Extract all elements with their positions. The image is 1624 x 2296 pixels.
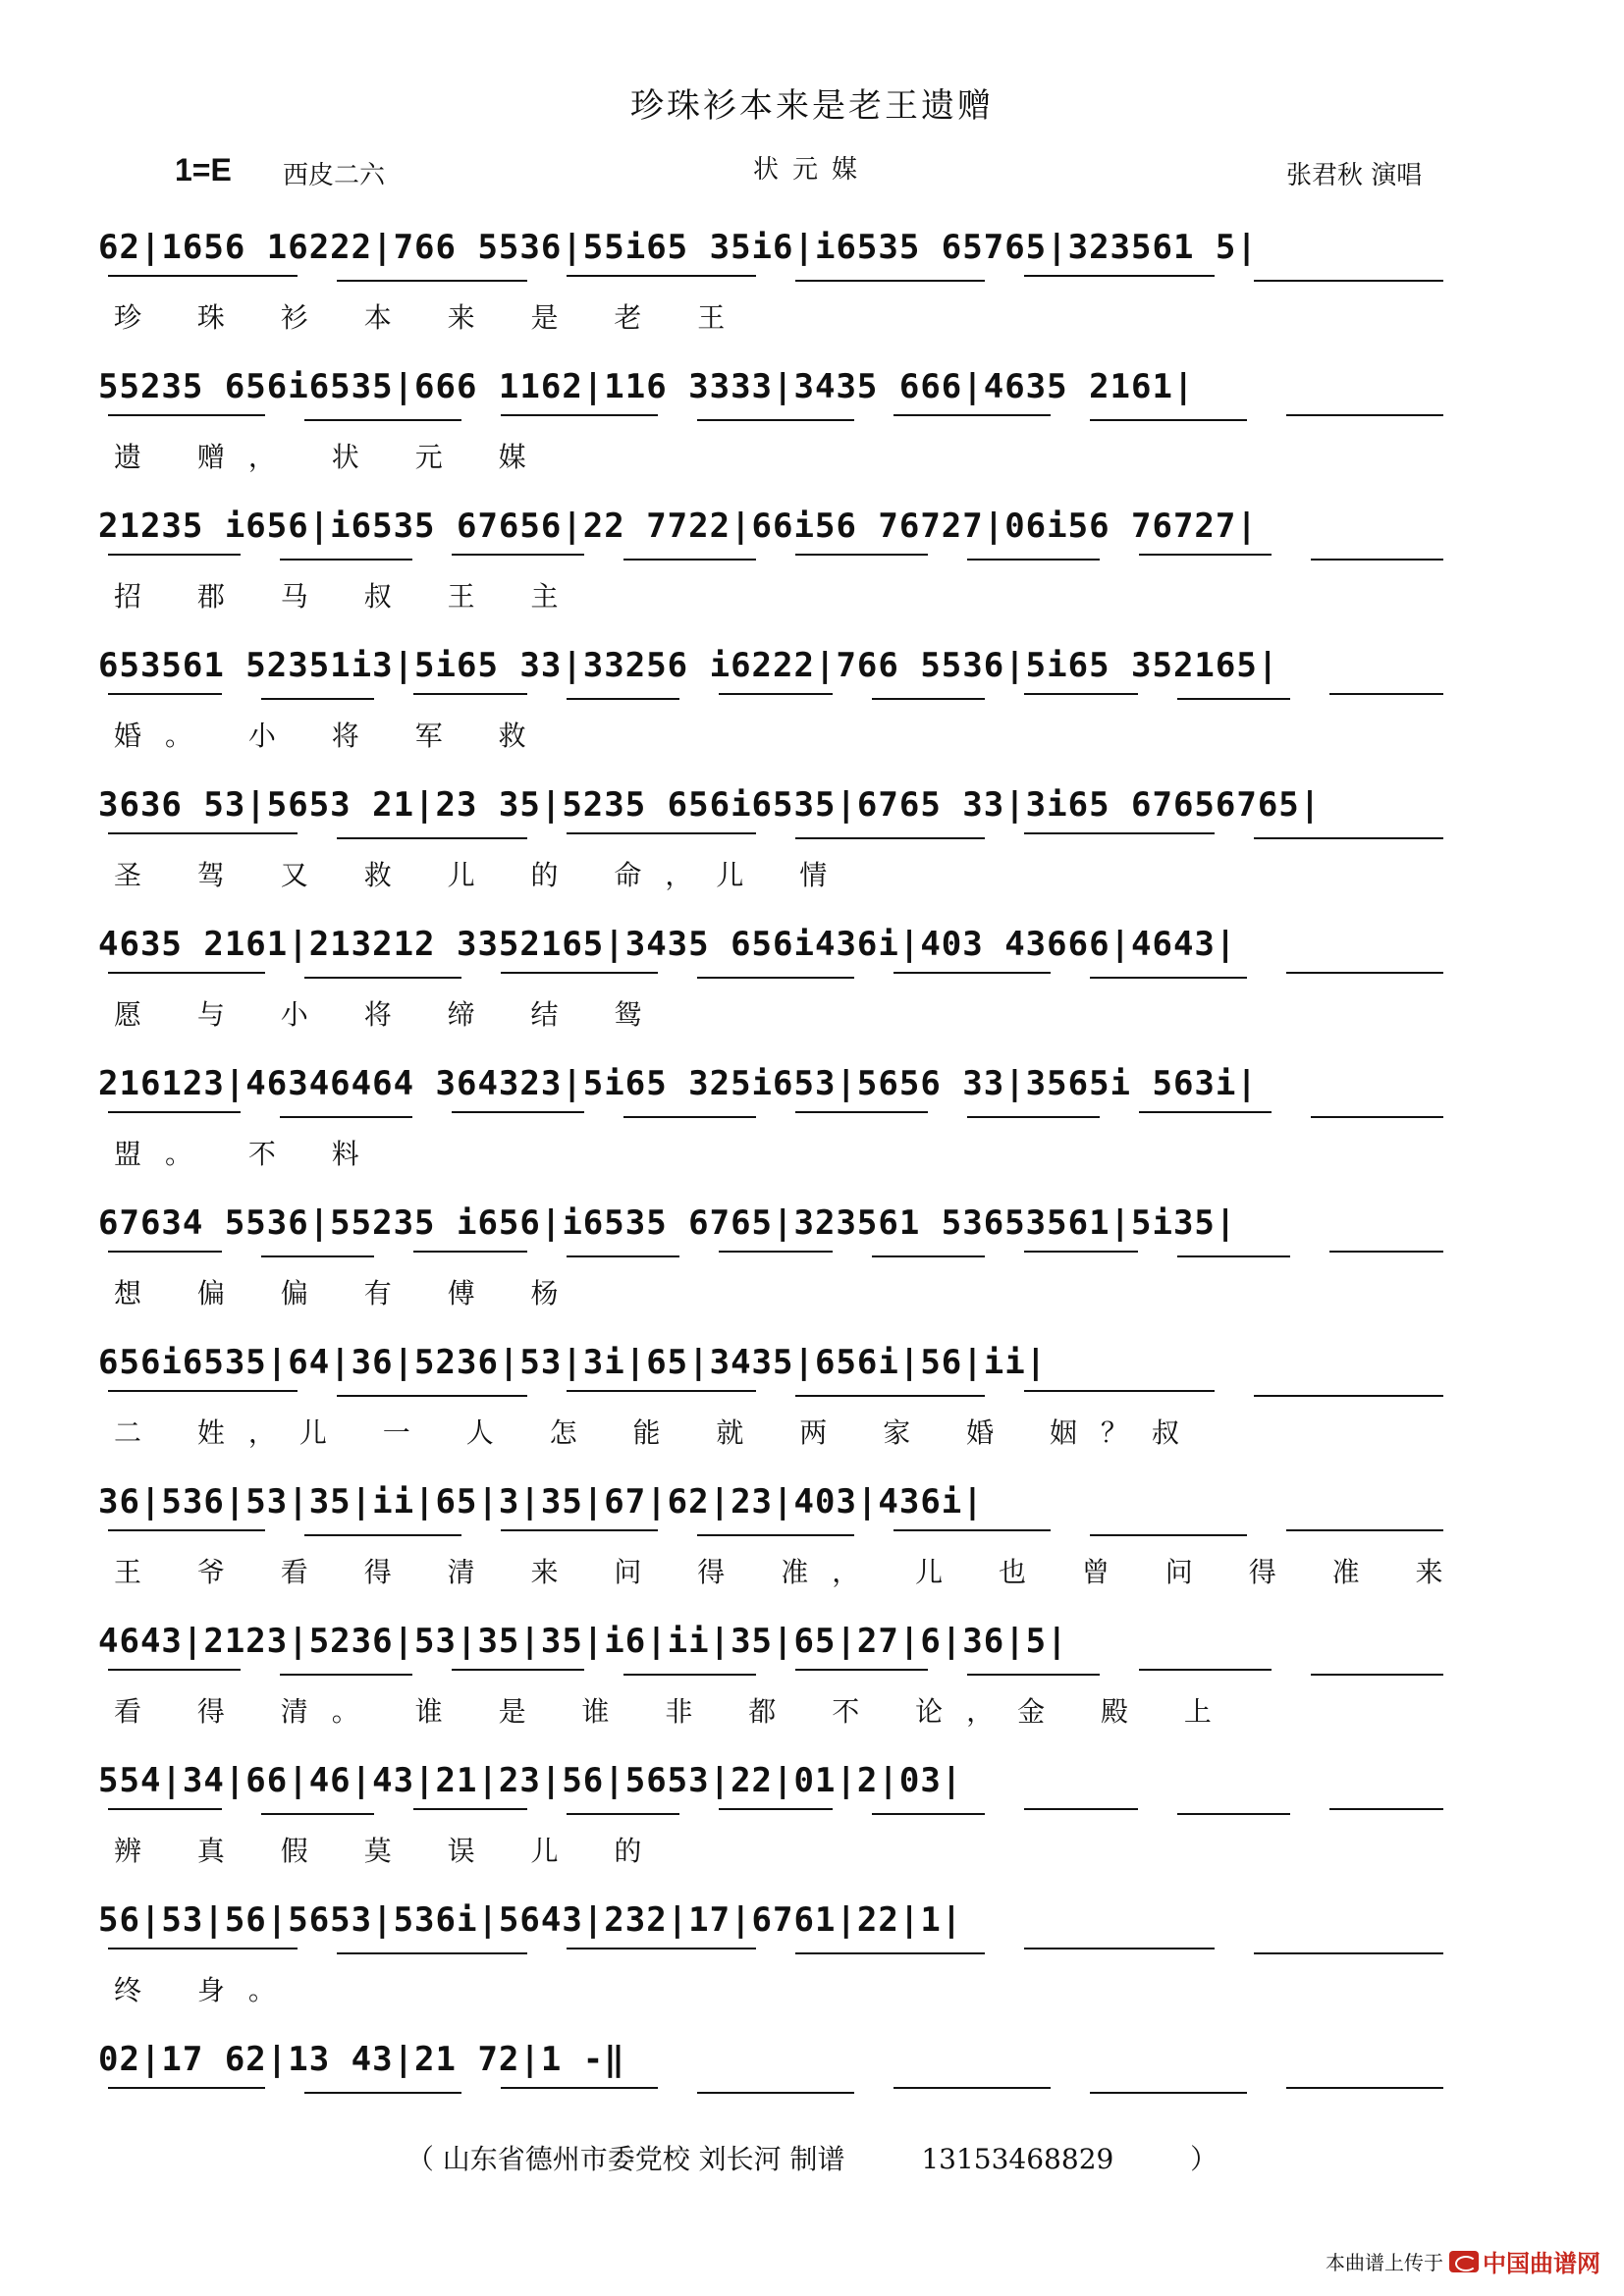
underline-marks [98,832,1542,842]
beam-line [872,698,986,700]
lyric-row: 辨 真 假 莫 误 儿 的 [114,1835,666,1867]
notation-row: 216123|46346464 364323|5i65 325i653|5656 33|3565i 563i| [98,1064,1258,1103]
beam-line [337,837,526,839]
beam-line [108,972,265,974]
beam-line [795,837,985,839]
beam-line [304,1534,461,1536]
lyric-row: 愿 与 小 将 缔 结 鸳 [114,998,666,1031]
beam-line [304,977,461,979]
notation-row: 02|17 62|13 43|21 72|1 -‖ [98,2040,625,2079]
underline-marks [98,1669,1542,1679]
beam-line [795,280,985,282]
beam-line [967,1116,1100,1118]
beam-line [337,280,526,282]
beam-line [697,977,854,979]
beam-line [1090,2092,1247,2094]
beam-line [1177,1255,1291,1257]
beam-line [893,414,1051,416]
beam-line [1024,1251,1138,1253]
beam-line [1090,419,1247,421]
lyric-row: 想 偏 偏 有 傅 杨 [114,1277,582,1309]
beam-line [1286,2087,1443,2089]
beam-line [697,419,854,421]
notation-row: 3636 53|5653 21|23 35|5235 656i6535|6765 33|3i65 67656765| [98,785,1322,825]
beam-line [108,2087,265,2089]
score-line [98,1612,1542,1751]
key-signature: 1=E [175,152,232,187]
notation-row: 55235 656i6535|666 1162|116 3333|3435 666|4635 2161| [98,367,1195,406]
notation-row: 656i6535|64|36|5236|53|3i|65|3435|656i|56|ii| [98,1343,1048,1382]
notation-row: 56|53|56|5653|536i|5643|232|17|6761|22|1| [98,1900,963,1940]
beam-line [261,1813,375,1815]
beam-line [108,1529,265,1531]
beam-line [280,559,412,561]
beam-line [1311,1674,1443,1676]
score-line [98,1472,1542,1612]
beam-line [413,1808,527,1810]
beam-line [501,972,658,974]
score-line [98,636,1542,775]
beam-line [795,554,928,556]
beam-line [1329,693,1443,695]
beam-line [1311,559,1443,561]
beam-line [108,832,298,834]
beam-line [304,419,461,421]
beam-line [108,1808,222,1810]
score-line [98,357,1542,497]
beam-line [1329,1808,1443,1810]
beam-line [1254,837,1443,839]
score-body [98,218,1542,2169]
lyric-row: 看 得 清。 谁 是 谁 非 都 不 论，金 殿 上 [114,1695,1235,1728]
beam-line [567,698,680,700]
beam-line [1177,1813,1291,1815]
underline-marks [98,972,1542,982]
beam-line [1139,1111,1272,1113]
beam-line [413,693,527,695]
notation-row: 653561 52351i3|5i65 33|33256 i6222|766 5536|5i65 352165| [98,646,1279,685]
beam-line [1090,1534,1247,1536]
beam-line [567,1813,680,1815]
beam-line [261,698,375,700]
beam-line [1024,832,1214,834]
mode-label: 西皮二六 [283,161,386,190]
beam-line [413,1251,527,1253]
beam-line [967,559,1100,561]
footer-credit [0,2138,1624,2177]
beam-line [893,1529,1051,1531]
beam-line [280,1674,412,1676]
beam-line [1090,977,1247,979]
upload-text: 本曲谱上传于 [1326,2251,1443,2274]
lyric-row: 盟。 不 料 [114,1138,383,1170]
beam-line [280,1116,412,1118]
lyric-row: 珍 珠 衫 本 来 是 老 王 [114,301,749,334]
notation-row: 21235 i656|i6535 67656|22 7722|66i56 76727|06i56 76727| [98,507,1258,546]
beam-line [452,554,584,556]
score-line [98,1891,1542,2030]
beam-line [452,1111,584,1113]
beam-line [337,1952,526,1954]
beam-line [719,693,833,695]
underline-marks [98,275,1542,285]
beam-line [108,693,222,695]
beam-line [893,2087,1051,2089]
beam-line [108,1948,298,1949]
beam-line [108,1251,222,1253]
beam-line [1024,1390,1214,1392]
beam-line [501,1529,658,1531]
underline-marks [98,1111,1542,1121]
lyric-row: 终 身。 [114,1974,299,2006]
beam-line [1311,1116,1443,1118]
notation-row: 62|1656 16222|766 5536|55i65 35i6|i6535 65765|323561 5| [98,228,1258,267]
underline-marks [98,1948,1542,1957]
notation-row: 4635 2161|213212 3352165|3435 656i436i|403 43666|4643| [98,925,1237,964]
score-line [98,497,1542,636]
underline-marks [98,1251,1542,1260]
beam-line [452,1669,584,1671]
lyric-row: 圣 驾 又 救 儿 的 命，儿 情 [114,859,851,891]
beam-line [1024,1808,1138,1810]
underline-marks [98,693,1542,703]
play-name: 状元媒 [752,155,871,185]
underline-marks [98,1529,1542,1539]
site-logo[interactable] [1449,2244,1600,2278]
site-logo-icon [1449,2251,1479,2272]
beam-line [872,1813,986,1815]
beam-line [1139,554,1272,556]
beam-line [108,1111,241,1113]
score-line [98,775,1542,915]
beam-line [697,2092,854,2094]
underline-marks [98,1808,1542,1818]
underline-marks [98,2087,1542,2097]
lyric-row: 招 郡 马 叔 王 主 [114,580,582,613]
beam-line [1024,1948,1214,1949]
beam-line [108,1669,241,1671]
beam-line [108,1390,298,1392]
score-line [98,1054,1542,1194]
beam-line [108,414,265,416]
beam-line [501,2087,658,2089]
beam-line [967,1674,1100,1676]
beam-line [1177,698,1291,700]
notation-row: 36|536|53|35|ii|65|3|35|67|62|23|403|436i| [98,1482,984,1522]
lyric-row: 王 爷 看 得 清 来 问 得 准， 儿 也 曾 问 得 准 来 [114,1556,1467,1588]
beam-line [719,1808,833,1810]
beam-line [1254,1395,1443,1397]
beam-line [795,1111,928,1113]
beam-line [1024,275,1214,277]
lyric-row: 婚。 小 将 军 救 [114,720,550,752]
beam-line [795,1395,985,1397]
notation-row: 67634 5536|55235 i656|i6535 6765|323561 53653561|5i35| [98,1203,1237,1243]
beam-line [108,275,298,277]
beam-line [1286,1529,1443,1531]
lyric-row: 二 姓，儿 一 人 怎 能 就 两 家 婚 姻？叔 [114,1416,1204,1449]
beam-line [304,2092,461,2094]
beam-line [872,1255,986,1257]
beam-line [893,972,1051,974]
phone-number: 13153468829 [921,2143,1114,2175]
performer-label: 张君秋 演唱 [1286,161,1423,190]
beam-line [1286,972,1443,974]
beam-line [567,275,756,277]
beam-line [567,1255,680,1257]
beam-line [623,559,756,561]
beam-line [795,1952,985,1954]
beam-line [108,554,241,556]
underline-marks [98,1390,1542,1400]
beam-line [1254,1952,1443,1954]
lyric-row: 遗 赠， 状 元 媒 [114,441,550,473]
score-line [98,915,1542,1054]
beam-line [337,1395,526,1397]
beam-line [261,1255,375,1257]
beam-line [795,1669,928,1671]
beam-line [1254,280,1443,282]
beam-line [697,1534,854,1536]
score-line [98,1333,1542,1472]
site-name: 中国曲谱网 [1483,2250,1600,2277]
beam-line [719,1251,833,1253]
notation-row: 4643|2123|5236|53|35|35|i6|ii|35|65|27|6|36|5| [98,1622,1068,1661]
beam-line [1139,1669,1272,1671]
beam-line [567,1390,756,1392]
beam-line [1286,414,1443,416]
beam-line [1024,693,1138,695]
underline-marks [98,414,1542,424]
beam-line [501,414,658,416]
score-line [98,1751,1542,1891]
beam-line [1329,1251,1443,1253]
credit-text: （ 山东省德州市委党校 刘长河 制谱 [406,2143,845,2175]
beam-line [567,832,756,834]
upload-badge [1326,2244,1600,2278]
page-title: 珍珠衫本来是老王遗赠 [630,86,994,126]
underline-marks [98,554,1542,563]
beam-line [623,1674,756,1676]
score-line [98,218,1542,357]
beam-line [623,1116,756,1118]
beam-line [567,1948,756,1949]
score-line [98,1194,1542,1333]
notation-row: 554|34|66|46|43|21|23|56|5653|22|01|2|03| [98,1761,963,1800]
credit-close: ） [1190,2143,1218,2175]
